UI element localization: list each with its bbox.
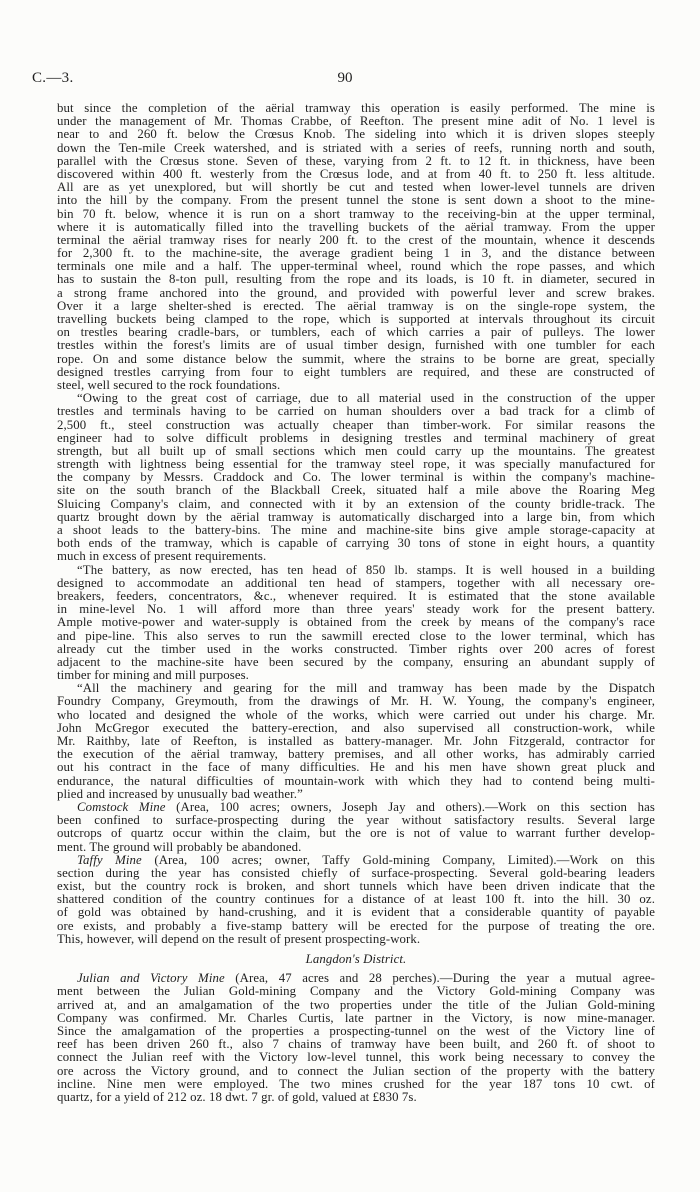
mine-name: Julian and Victory Mine (77, 971, 225, 986)
text-line: This, however, will depend on the result of present prospecting-work. (57, 931, 421, 946)
text-line: terminals one mile and a half. The upper-terminal wheel, round which the rope passes, and which (57, 259, 655, 274)
text-line: reef has been driven 260 ft., also 7 chains of tramway have been built, and 260 ft. of shoot to (57, 1037, 655, 1052)
text-line: the company by Messrs. Craddock and Co. The lower terminal is within the company's machine- (57, 470, 655, 485)
text-line: outcrops of quartz occur within the claim, but the ore is not of value to warrant further develop- (57, 826, 655, 841)
text-line: Ample motive-power and water-supply is obtained from the creek by means of the company's race (57, 615, 655, 630)
text-line: rope. On and some distance below the summit, where the strains to be borne are great, specially (57, 351, 655, 366)
text-line: site on the south branch of the Blackball Creek, situated half a mile above the Roaring Meg (57, 483, 655, 498)
text-line: in mine-level No. 1 will afford more than three years' steady work for the present battery. (57, 602, 655, 617)
paragraph (57, 392, 655, 563)
text-line: Foundry Company, Greymouth, from the drawings of Mr. H. W. Young, the company's engineer, (57, 694, 655, 709)
text-line: designed to accommodate an additional ten head of stampers, together with all necessary ore- (57, 575, 655, 590)
text-line: plied and increased by unusually bad weather.” (57, 786, 303, 801)
text-line: terminal the aërial tramway rises for nearly 200 ft. to the crest of the mountain, whence it descends (57, 232, 655, 247)
text-line: Mr. Raithby, late of Reefton, is installed as battery-manager. Mr. John Fitzgerald, contractor for (57, 734, 655, 748)
text-line: 2,500 ft., steel construction was actually cheaper than timber-work. For similar reasons the (57, 417, 655, 432)
text-line: already cut the timber used in the works constructed. Timber rights over 200 acres of forest (57, 641, 655, 656)
text-line: ore across the Victory ground, and to connect the Julian section of the property with the battery (57, 1063, 655, 1078)
text-line: for 2,300 ft. to the machine-site, the average gradient being 1 in 3, and the distance between (57, 246, 655, 261)
text-line: incline. Nine men were employed. The two mines crushed for the year 187 tons 10 cwt. of (57, 1076, 655, 1091)
text-line: near to and 260 ft. below the Crœsus Knob. The sideling into which it is driven slopes steeply (57, 127, 655, 142)
text-line: discovered within 400 ft. westerly from the Crœsus lode, and at from 40 ft. to 250 ft. less altitude. (57, 166, 655, 181)
line-text: (Area, 47 acres and 28 perches).—During the year a mutual agree- (224, 971, 655, 986)
text-line: timber for mining and mill purposes. (57, 668, 249, 683)
text-line (57, 854, 655, 867)
text-line: “The battery, as now erected, has ten head of 850 lb. stamps. It is well housed in a building (77, 562, 655, 577)
text-line: and pipe-line. This also serves to run the sawmill erected close to the lower terminal, which has (57, 628, 655, 643)
text-line: been confined to surface-prospecting during the year without satisfactory results. Several large (57, 813, 655, 828)
paragraph (57, 102, 655, 392)
text-line: both ends of the tramway, which is capable of carrying 30 tons of stone in eight hours, a quantity (57, 536, 655, 551)
text-line: where it is automatically filled into the travelling buckets of the aërial tramway. From the upper (57, 219, 655, 234)
page-number: 90 (337, 70, 353, 86)
mine-name: Comstock Mine (77, 799, 166, 814)
text-line: quartz, for a yield of 212 oz. 18 dwt. 7 gr. of gold, valued at £830 7s. (57, 1089, 417, 1104)
text-line: arrived at, and an amalgamation of the two properties under the title of the Julian Gold-mining (57, 997, 655, 1012)
text-line: Company was confirmed. Mr. Charles Curtis, late partner in the Victory, is now mine-manager. (57, 1010, 655, 1025)
line-text: (Area, 100 acres; owners, Joseph Jay and others).—Work on this section has (165, 799, 656, 814)
text-line: a strong frame anchored into the ground, and provided with powerful lever and screw brakes. (57, 285, 655, 300)
text-line: ment. The ground will probably be abandoned. (57, 839, 302, 854)
text-line: out his contract in the face of many difficulties. He and his men have shown great pluck and (57, 760, 655, 775)
mine-name: Taffy Mine (77, 852, 142, 867)
text-line: Over it a large shelter-shed is erected. The aërial tramway is on the single-rope system, the (57, 298, 655, 313)
text-line: down the Ten-mile Creek watershed, and is striated with a series of reefs, running north and south, (57, 140, 655, 155)
text-line: but since the completion of the aërial tramway this operation is easily performed. The mine is (57, 101, 655, 115)
text-line: Since the amalgamation of the properties a prospecting-tunnel on the west of the Victory line of (57, 1023, 655, 1038)
text-line: the execution of the aërial tramway, battery premises, and all other works, has admirably carried (57, 747, 655, 762)
text-line: much in excess of present requirements. (57, 549, 267, 564)
text-line: section during the year has consisted chiefly of surface-prospecting. Several gold-bearing leaders (57, 865, 655, 880)
paragraph (57, 564, 655, 683)
text-line: trestles within the forest's limits are of usual timber design, furnished with one tumbler for each (57, 338, 655, 353)
text-line: strength with lightness being essential for the tramway steel rope, it was specially manufactured for (57, 457, 655, 472)
text-line: has to sustain the 8-ton pull, resulting from the rope and its loads, is 10 ft. in diameter, secured in (57, 272, 655, 287)
text-line: ment between the Julian Gold-mining Company and the Victory Gold-mining Company was (57, 984, 655, 999)
text-line: John McGregor executed the battery-erection, and also supervised all construction-work, while (57, 720, 655, 735)
document-reference: C.—3. (32, 70, 74, 86)
line-text: (Area, 100 acres; owner, Taffy Gold-mining Company, Limited).—Work on this (141, 852, 655, 867)
text-line: endurance, the natural difficulties of mountain-work with which they had to contend being multi- (57, 773, 655, 788)
text-line: into the hill by the company. From the present tunnel the stone is sent down a shoot to the mine- (57, 193, 655, 208)
text-line: All are as yet unexplored, but will shortly be cut and tested when lower-level tunnels are driven (57, 180, 655, 195)
text-line: a shoot leads to the battery-bins. The mine and machine-site bins give ample storage-capacity at (57, 523, 655, 537)
text-line: under the management of Mr. Thomas Crabbe, of Reefton. The present mine adit of No. 1 level is (57, 114, 655, 129)
text-line: who located and designed the whole of the works, which were carried out under his charge. Mr. (57, 707, 655, 722)
text-line: strength, but all built up of small sections which men could carry up the mountains. The greatest (57, 443, 655, 458)
text-line: bin 70 ft. below, whence it is run on a short tramway to the receiving-bin at the upper terminal, (57, 206, 655, 221)
text-line: trestles and terminals having to be carried on human shoulders over a bad track for a climb of (57, 404, 655, 419)
text-line: breakers, feeders, concentrators, &c., whenever required. It is estimated that the stone available (57, 588, 655, 603)
text-line: quartz brought down by the aërial tramway is automatically discharged into a large bin, from which (57, 509, 655, 524)
body-text (57, 102, 655, 1104)
text-line: “All the machinery and gearing for the mill and tramway has been made by the Dispatch (77, 681, 655, 696)
paragraph (57, 801, 655, 854)
text-line: “Owing to the great cost of carriage, due to all material used in the construction of the upper (77, 391, 655, 406)
paragraph (57, 682, 655, 801)
text-line: travelling buckets being clamped to the rope, which is supported at intervals throughout its circuit (57, 312, 655, 326)
text-line: ore exists, and probably a five-stamp battery will be erected for the purpose of treating the ore. (57, 918, 655, 933)
text-line: on trestles bearing cradle-bars, or tumblers, each of which carries a pair of pulleys. The lower (57, 325, 655, 340)
text-line: shattered condition of the country continues for a distance of at least 100 ft. into the hill. 30 oz. (57, 892, 655, 907)
text-line: engineer had to solve difficult problems in designing trestles and terminal machinery of great (57, 430, 655, 445)
text-line: of gold was obtained by hand-crushing, and it is evident that a considerable quantity of payable (57, 905, 655, 920)
text-line: parallel with the Crœsus stone. Seven of these, varying from 2 ft. to 12 ft. in thickness, have been (57, 153, 655, 168)
text-line: connect the Julian reef with the Victory low-level tunnel, this work being necessary to convey the (57, 1050, 655, 1065)
paragraph (57, 854, 655, 946)
text-line: exist, but the country rock is broken, and short tunnels which have been driven indicate that the (57, 879, 655, 894)
text-line: adjacent to the machine-site have been secured by the company, ensuring an abundant supply of (57, 654, 655, 669)
section-heading: Langdon's District. (305, 952, 407, 966)
text-line: Sluicing Company's claim, and connected with it by an extension of the county bridle-track. The (57, 496, 655, 511)
paragraph (57, 972, 655, 1104)
text-line: designed trestles carrying from four to eight tumblers are required, and these are constructed of (57, 364, 655, 379)
text-line: steel, well secured to the rock foundations. (57, 377, 281, 392)
